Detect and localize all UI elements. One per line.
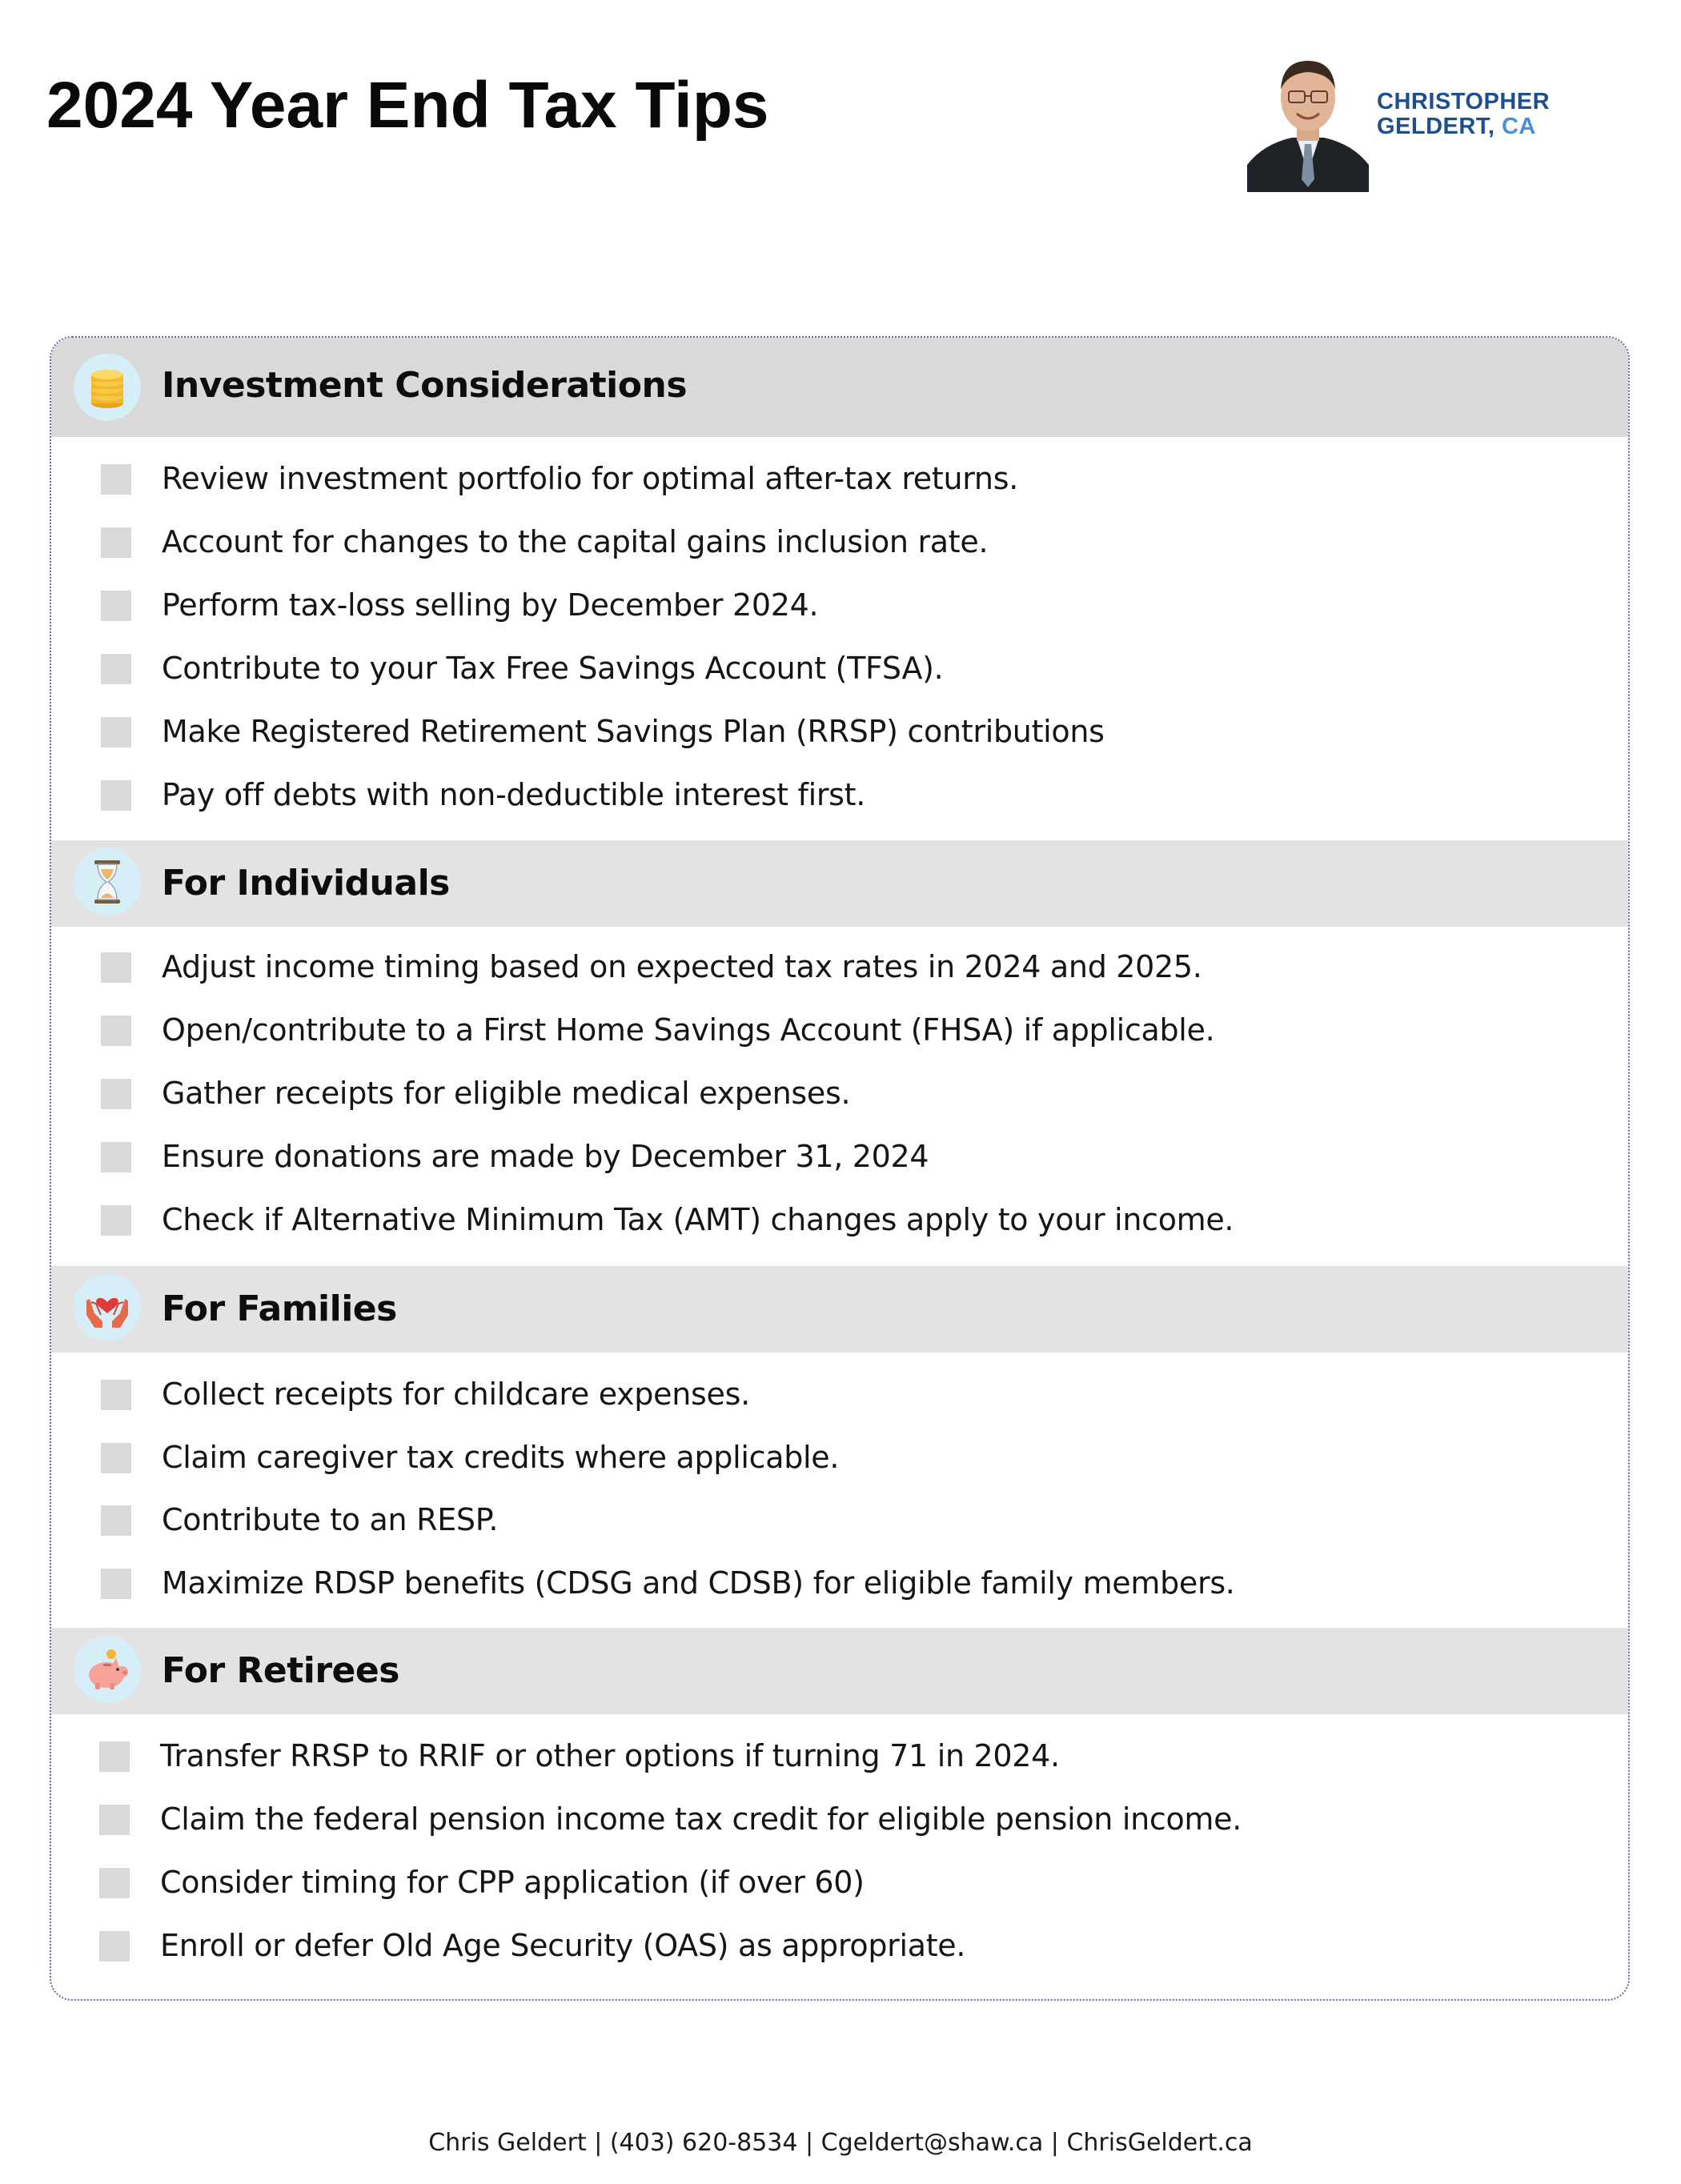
section-header-individuals bbox=[51, 840, 1628, 927]
section-header-investment bbox=[51, 338, 1628, 437]
checklist-item[interactable] bbox=[51, 1069, 1628, 1117]
checkbox[interactable] bbox=[101, 1569, 131, 1599]
section-header-retirees bbox=[51, 1628, 1628, 1714]
checklist-item[interactable] bbox=[51, 1795, 1628, 1843]
checklist-item-text: Gather receipts for eligible medical expenses. bbox=[162, 1076, 851, 1111]
checklist-item[interactable] bbox=[51, 1370, 1628, 1418]
checkbox[interactable] bbox=[101, 1205, 131, 1236]
checklist-item[interactable] bbox=[51, 1433, 1628, 1481]
checklist-item-text: Open/contribute to a First Home Savings Account (FHSA) if applicable. bbox=[162, 1012, 1215, 1048]
checklist-item[interactable] bbox=[51, 1922, 1628, 1970]
checkbox[interactable] bbox=[101, 717, 131, 747]
checklist-item[interactable] bbox=[51, 455, 1628, 503]
checkbox[interactable] bbox=[99, 1868, 130, 1898]
checklist-item[interactable] bbox=[51, 707, 1628, 755]
checklist-item-text: Contribute to your Tax Free Savings Account (TFSA). bbox=[162, 651, 944, 686]
brand-name-line2 bbox=[1377, 114, 1550, 139]
checklist-item-text: Perform tax-loss selling by December 2024. bbox=[162, 587, 819, 623]
hourglass-icon bbox=[74, 848, 141, 916]
checklist-item-text: Review investment portfolio for optimal after-tax returns. bbox=[162, 461, 1018, 496]
checklist-item[interactable] bbox=[51, 581, 1628, 629]
checklist-item-text: Claim caregiver tax credits where applicable. bbox=[162, 1440, 840, 1475]
brand-name-line1: CHRISTOPHER bbox=[1377, 89, 1551, 114]
section-title-families: For Families bbox=[162, 1288, 397, 1329]
checklist-item[interactable] bbox=[51, 1732, 1628, 1780]
section-title-retirees: For Retirees bbox=[162, 1650, 399, 1691]
section-header-families bbox=[51, 1266, 1628, 1352]
checkbox[interactable] bbox=[101, 780, 131, 811]
checklist-item-text: Pay off debts with non-deductible interest first. bbox=[162, 777, 866, 812]
brand-surname: GELDERT, bbox=[1377, 114, 1495, 139]
checklist-item[interactable] bbox=[51, 1196, 1628, 1244]
portrait-photo bbox=[1247, 45, 1369, 192]
checkbox[interactable] bbox=[101, 591, 131, 621]
checkbox[interactable] bbox=[101, 1142, 131, 1172]
section-title-individuals: For Individuals bbox=[162, 863, 450, 904]
checklist-item[interactable] bbox=[51, 644, 1628, 692]
checklist-item[interactable] bbox=[51, 1496, 1628, 1544]
brand-designation: CA bbox=[1501, 114, 1536, 139]
checkbox[interactable] bbox=[101, 1380, 131, 1410]
checklist-item-text: Transfer RRSP to RRIF or other options if turning 71 in 2024. bbox=[160, 1738, 1060, 1773]
checklist-item[interactable] bbox=[51, 1006, 1628, 1054]
checklist-item-text: Consider timing for CPP application (if over 60) bbox=[160, 1865, 865, 1900]
checklist-item-text: Ensure donations are made by December 31, 2024 bbox=[162, 1139, 929, 1174]
coin-stack-icon bbox=[74, 354, 141, 421]
footer-contact: Chris Geldert | (403) 620-8534 | Cgeldert@shaw.ca | ChrisGeldert.ca bbox=[428, 2129, 1253, 2157]
checklist-item-text: Enroll or defer Old Age Security (OAS) as appropriate. bbox=[160, 1928, 966, 1963]
checklist-item[interactable] bbox=[51, 1559, 1628, 1607]
brand-block bbox=[1247, 45, 1550, 192]
checkbox[interactable] bbox=[101, 952, 131, 983]
page-title: 2024 Year End Tax Tips bbox=[46, 69, 769, 142]
checkbox[interactable] bbox=[99, 1931, 130, 1962]
checkbox[interactable] bbox=[101, 1016, 131, 1046]
tax-tips-checklist bbox=[50, 336, 1630, 2001]
checkbox[interactable] bbox=[101, 464, 131, 495]
checklist-item-text: Make Registered Retirement Savings Plan (RRSP) contributions bbox=[162, 714, 1105, 749]
piggy-bank-icon bbox=[74, 1636, 141, 1703]
checklist-item-text: Contribute to an RESP. bbox=[162, 1502, 499, 1537]
checkbox[interactable] bbox=[99, 1805, 130, 1835]
brand-name bbox=[1377, 90, 1550, 139]
checklist-item[interactable] bbox=[51, 518, 1628, 566]
checklist-item[interactable] bbox=[51, 1132, 1628, 1180]
checkbox[interactable] bbox=[101, 654, 131, 684]
checklist-item[interactable] bbox=[51, 771, 1628, 819]
checklist-item[interactable] bbox=[51, 943, 1628, 991]
checklist-item[interactable] bbox=[51, 1858, 1628, 1906]
checklist-item-text: Collect receipts for childcare expenses. bbox=[162, 1377, 750, 1412]
checkbox[interactable] bbox=[101, 1505, 131, 1536]
checkbox[interactable] bbox=[101, 527, 131, 558]
checkbox[interactable] bbox=[99, 1741, 130, 1772]
checklist-item-text: Check if Alternative Minimum Tax (AMT) changes apply to your income. bbox=[162, 1202, 1234, 1237]
checklist-item-text: Maximize RDSP benefits (CDSG and CDSB) for eligible family members. bbox=[162, 1565, 1235, 1601]
hands-heart-icon bbox=[74, 1274, 141, 1341]
checklist-item-text: Account for changes to the capital gains inclusion rate. bbox=[162, 524, 989, 559]
checkbox[interactable] bbox=[101, 1443, 131, 1473]
section-title-investment: Investment Considerations bbox=[162, 365, 688, 406]
checkbox[interactable] bbox=[101, 1079, 131, 1109]
checklist-item-text: Adjust income timing based on expected tax rates in 2024 and 2025. bbox=[162, 949, 1202, 984]
checklist-item-text: Claim the federal pension income tax credit for eligible pension income. bbox=[160, 1801, 1242, 1837]
